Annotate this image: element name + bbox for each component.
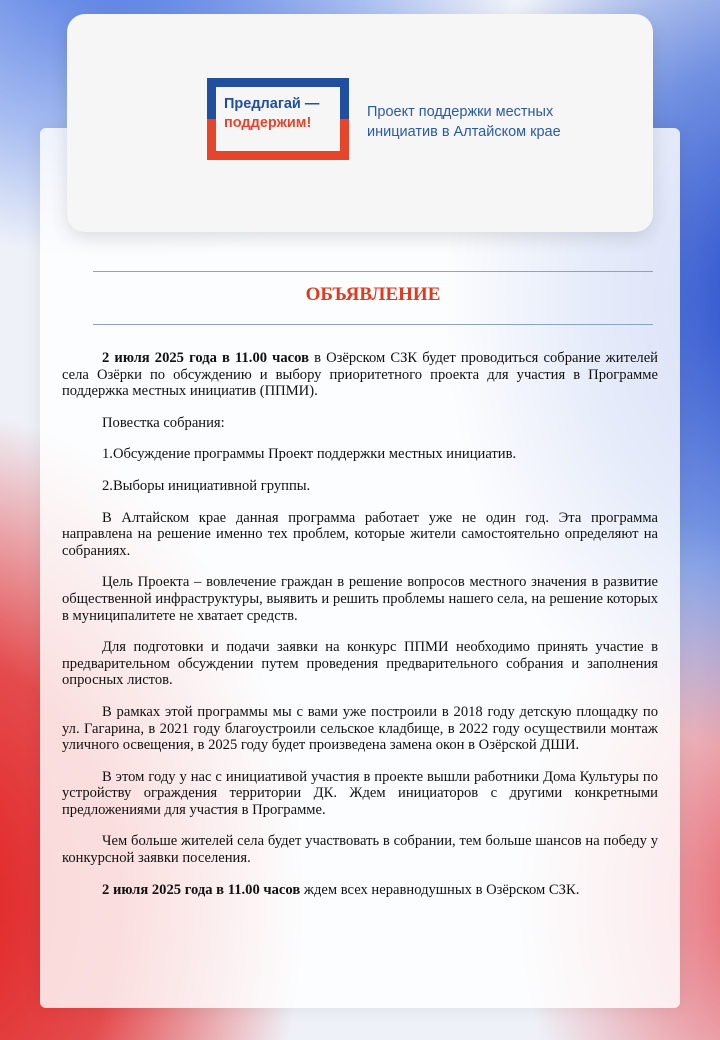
paragraph-past-projects: В рамках этой программы мы с вами уже построили в 2018 году детскую площадку по ул. Гагарина, в 2021 году благоустроили сельское кладбище, в 2022 году осуществили монтаж уличного освещения, в 2025 году будет произведена замена окон в Озёрской ДШИ. xyxy=(62,703,658,754)
closing-datetime: 2 июля 2025 года в 11.00 часов xyxy=(102,881,301,898)
closing-text: ждем всех неравнодушных в Озёрском СЗК. xyxy=(300,881,580,898)
logo-line-1: Предлагай — xyxy=(224,96,320,112)
header-card xyxy=(67,14,653,232)
paragraph-agenda-heading: Повестка собрания: xyxy=(102,414,225,431)
paragraph-text: в Озёрском СЗК будет проводиться собрание жителей села Озёрки по обсуждению и выбору приоритетного проекта для участия в Программе поддержка местных инициатив (ППМИ). xyxy=(62,350,658,400)
project-logo xyxy=(207,78,349,160)
agenda-item-2: 2.Выборы инициативной группы. xyxy=(102,477,311,494)
logo-line-2: поддержим! xyxy=(224,115,312,131)
paragraph-program-info: В Алтайском крае данная программа работает уже не один год. Эта программа направлена на решение именно тех проблем, которые жители самостоятельно определяют на собраниях. xyxy=(62,509,658,559)
paragraph-meeting-date xyxy=(62,350,658,400)
title-rule-top xyxy=(93,271,653,272)
logo-frame-left xyxy=(207,78,216,160)
title-rule-bottom xyxy=(93,324,653,325)
project-tagline: Проект поддержки местных инициатив в Алтайском крае xyxy=(367,104,561,140)
paragraph-project-goal: Цель Проекта – вовлечение граждан в решение вопросов местного значения в развитие общественной инфраструктуры, выявить и решить проблемы нашего села, на решение которых в муниципалитете не хватает средств. xyxy=(62,574,658,624)
announcement-body xyxy=(62,350,658,913)
paragraph-this-year: В этом году у нас с инициативой участия в проекте вышли работники Дома Культуры по устройству ограждения территории ДК. Ждем инициаторов с другими конкретными предложениями для участия в Программе. xyxy=(62,768,658,818)
paragraph-participation: Чем больше жителей села будет участвовать в собрании, тем больше шансов на победу у конкурсной заявки поселения. xyxy=(62,833,658,867)
agenda-item-1: 1.Обсуждение программы Проект поддержки местных инициатив. xyxy=(102,446,517,463)
meeting-datetime: 2 июля 2025 года в 11.00 часов xyxy=(102,350,309,366)
announcement-title: ОБЪЯВЛЕНИЕ xyxy=(305,284,441,305)
paragraph-application: Для подготовки и подачи заявки на конкурс ППМИ необходимо принять участие в предварительном обсуждении путем проведения предварительного собрания и заполнения опросных листов. xyxy=(62,639,658,689)
logo-frame-bottom xyxy=(207,151,349,160)
logo-text xyxy=(224,95,344,133)
paragraph-closing xyxy=(62,882,658,899)
logo-frame-top xyxy=(207,78,349,87)
